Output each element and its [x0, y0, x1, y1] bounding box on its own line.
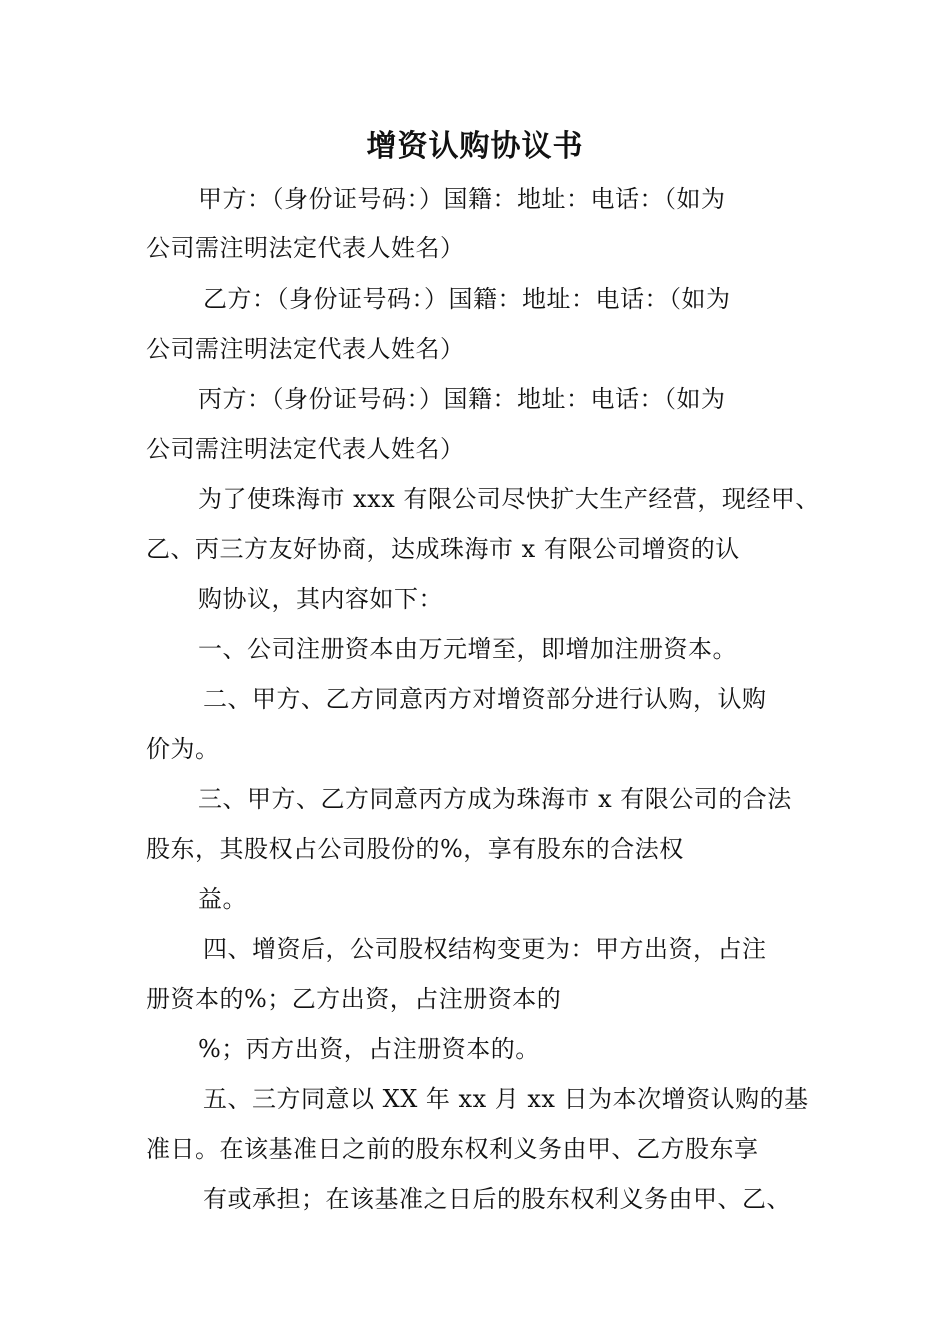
document-title: 增资认购协议书: [366, 129, 584, 164]
clause-3-line-2: 股东，其股权占公司股份的%，享有股东的合法权: [146, 835, 684, 863]
party-a-line-2: 公司需注明法定代表人姓名）: [146, 234, 465, 262]
preamble-line-3: 购协议，其内容如下：: [198, 585, 443, 613]
clause-5-line-1: 五、三方同意以 XX 年 xx 月 xx 日为本次增资认购的基: [203, 1085, 809, 1113]
clause-5-line-2: 准日。在该基准日之前的股东权利义务由甲、乙方股东享: [146, 1135, 759, 1163]
clause-4-line-3: %；丙方出资，占注册资本的。: [198, 1035, 540, 1063]
clause-3-line-1: 三、甲方、乙方同意丙方成为珠海市 x 有限公司的合法: [198, 785, 792, 813]
clause-3-line-3: 益。: [198, 885, 247, 913]
preamble-line-2: 乙、丙三方友好协商，达成珠海市 x 有限公司增资的认: [146, 535, 740, 563]
clause-4-line-2: 册资本的%；乙方出资，占注册资本的: [146, 985, 562, 1013]
party-c-line-2: 公司需注明法定代表人姓名）: [146, 435, 465, 463]
party-c-line-1: 丙方：（身份证号码：）国籍：地址：电话：（如为: [198, 385, 726, 413]
preamble-line-1: 为了使珠海市 xxx 有限公司尽快扩大生产经营，现经甲、: [198, 485, 820, 513]
clause-2-line-2: 价为。: [146, 735, 220, 763]
party-b-line-1: 乙方：（身份证号码：）国籍：地址：电话：（如为: [203, 285, 731, 313]
party-b-line-2: 公司需注明法定代表人姓名）: [146, 335, 465, 363]
clause-4-line-1: 四、增资后，公司股权结构变更为：甲方出资，占注: [203, 935, 767, 963]
clause-2-line-1: 二、甲方、乙方同意丙方对增资部分进行认购，认购: [203, 685, 767, 713]
clause-5-line-3: 有或承担；在该基准之日后的股东权利义务由甲、乙、: [203, 1185, 791, 1213]
party-a-line-1: 甲方：（身份证号码：）国籍：地址：电话：（如为: [198, 185, 726, 213]
clause-1-line-1: 一、公司注册资本由万元增至，即增加注册资本。: [198, 635, 737, 663]
